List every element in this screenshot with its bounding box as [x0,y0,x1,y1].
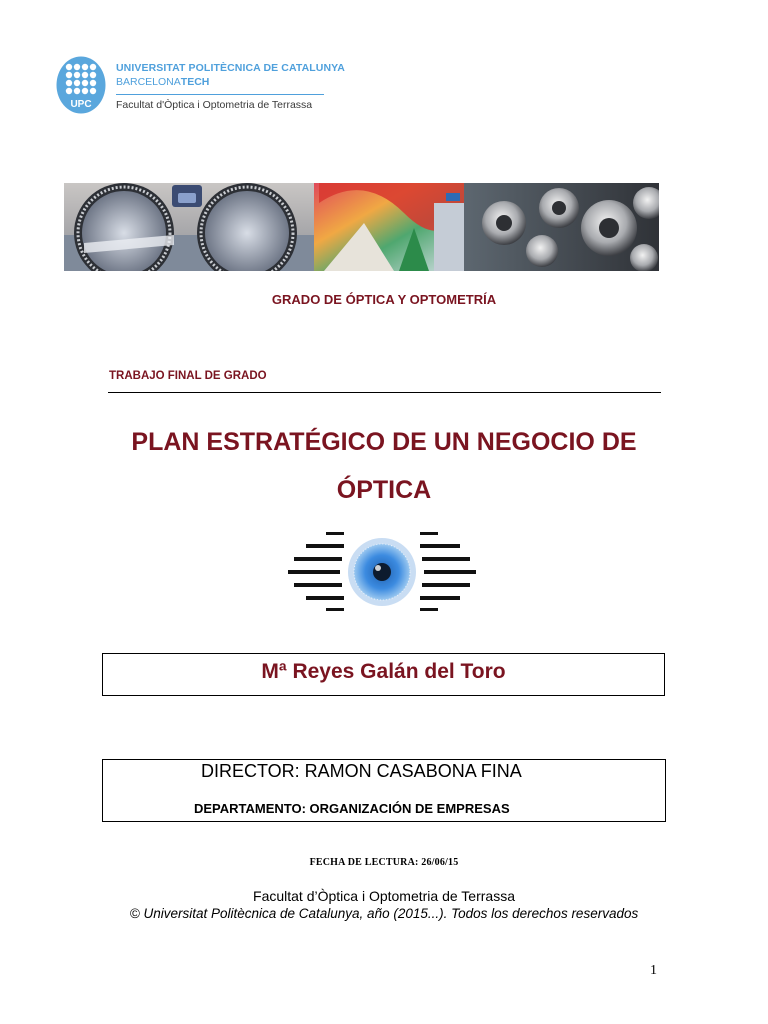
title-line-2: ÓPTICA [336,476,432,504]
upc-logo-icon [56,56,106,114]
director-box [102,759,666,822]
document-title [60,418,708,514]
logo-text: UPC [70,99,92,110]
author-name: Mª Reyes Galán del Toro [261,660,506,683]
logo-divider [116,94,324,95]
footer-copyright: © Universitat Politècnica de Catalunya, año (2015...). Todos los derechos reservados [129,906,639,921]
page-number: 1 [650,963,657,978]
degree-heading [0,291,768,309]
barcelona-label: BARCELONA [116,76,181,88]
optics-banner-image [64,183,659,271]
reading-date: FECHA DE LECTURA: 26/06/15 [309,857,459,868]
director-name: DIRECTOR: RAMON CASABONA FINA [201,761,522,781]
university-name-line: UNIVERSITAT POLITÈCNICA DE CATALUNYA [116,62,345,74]
work-type-divider [108,392,661,393]
eye-logo-icon [284,528,480,616]
barcelonatech-line [116,75,326,89]
university-logo [56,56,345,116]
work-type-label: TRABAJO FINAL DE GRADO [109,370,267,382]
university-name [116,61,345,112]
degree-label: GRADO DE ÓPTICA Y OPTOMETRÍA [271,292,497,307]
faculty-line: Facultat d'Òptica i Optometria de Terrassa [116,99,313,111]
department-name: DEPARTAMENTO: ORGANIZACIÓN DE EMPRESAS [194,801,510,816]
tech-label: TECH [180,76,210,88]
author-box [102,653,665,696]
title-line-1: PLAN ESTRATÉGICO DE UN NEGOCIO DE [131,428,637,456]
footer-faculty: Facultat d’Òptica i Optometria de Terrassa [253,888,515,904]
